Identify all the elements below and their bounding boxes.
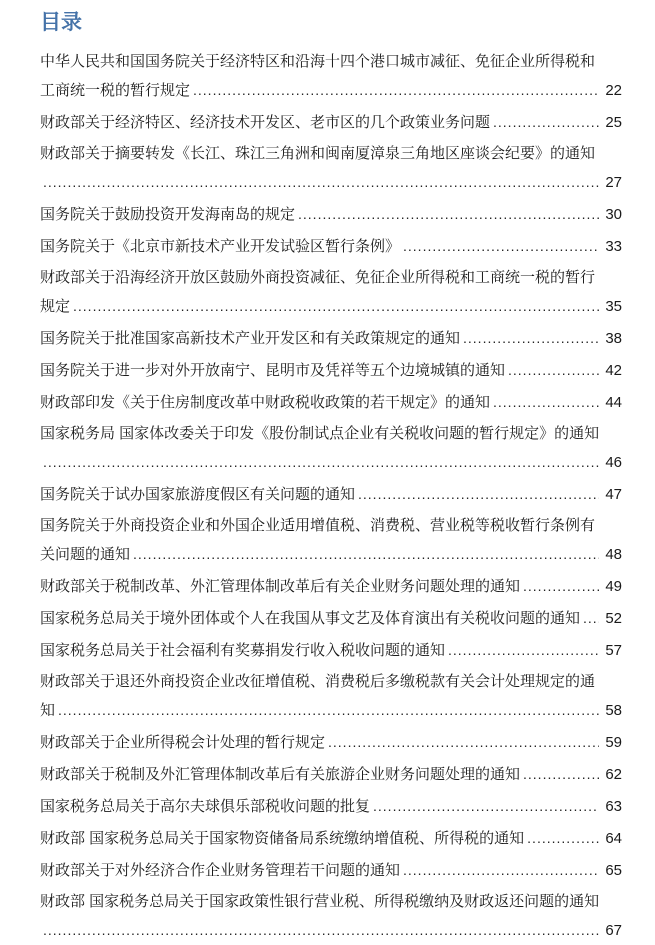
toc-entry-title: 国家税务总局关于高尔夫球俱乐部税收问题的批复 [40,798,371,815]
toc-list [40,48,622,945]
page-number: 67 [605,922,622,939]
toc-entry-lastline [40,480,622,509]
toc-entry-title: 财政部关于对外经济合作企业财务管理若干问题的通知 [40,862,401,879]
page-number: 62 [605,766,622,783]
page-number: 44 [605,394,622,411]
dot-leader [43,916,599,944]
page-number: 63 [605,798,622,815]
toc-entry-title: 国务院关于进一步对外开放南宁、昆明市及凭祥等五个边境城镇的通知 [40,362,506,379]
toc-entry-lastline [40,728,622,757]
page-number: 33 [605,238,622,255]
toc-entry-line: 中华人民共和国国务院关于经济特区和沿海十四个港口城市减征、免征企业所得税和 [40,53,596,70]
toc-entry-lastline [40,108,622,137]
toc-entry[interactable] [40,48,622,105]
dot-leader [133,540,599,568]
toc-entry-title: 财政部关于企业所得税会计处理的暂行规定 [40,734,326,751]
page-number: 58 [605,702,622,719]
toc-entry-lastline [40,324,622,353]
toc-entry-lastline [40,916,622,945]
toc-entry-lastline [40,604,622,633]
toc-entry-lastline [40,232,622,261]
dot-leader [58,696,599,724]
toc-entry-title: 国家税务总局关于境外团体或个人在我国从事文艺及体育演出有关税收问题的通知 [40,610,581,627]
toc-entry-title: 国务院关于《北京市新技术产业开发试验区暂行条例》 [40,238,401,255]
dot-leader [373,792,599,820]
page-number: 22 [605,82,622,99]
toc-entry-title: 关问题的通知 [40,546,131,563]
toc-entry[interactable] [40,668,622,725]
page-number: 47 [605,486,622,503]
toc-entry-line: 财政部 国家税务总局关于国家政策性银行营业税、所得税缴纳及财政返还问题的通知 [40,893,600,910]
toc-entry-lastline [40,168,622,197]
dot-leader [463,324,599,352]
toc-entry-title: 工商统一税的暂行规定 [40,82,191,99]
dot-leader [298,200,599,228]
dot-leader [523,760,599,788]
toc-entry-line: 财政部关于退还外商投资企业改征增值税、消费税后多缴税款有关会计处理规定的通 [40,673,596,690]
dot-leader [508,356,599,384]
page-number: 57 [605,642,622,659]
toc-entry-title: 知 [40,702,56,719]
toc-entry-lastline [40,356,622,385]
toc-entry[interactable] [40,760,622,789]
page-number: 59 [605,734,622,751]
toc-entry-line: 财政部关于沿海经济开放区鼓励外商投资减征、免征企业所得税和工商统一税的暂行 [40,269,596,286]
page-number: 35 [605,298,622,315]
toc-entry-lastline [40,792,622,821]
toc-entry-lastline [40,540,622,569]
toc-entry-lastline [40,200,622,229]
toc-entry-title: 财政部印发《关于住房制度改革中财政税收政策的若干规定》的通知 [40,394,491,411]
dot-leader [43,448,599,476]
page-number: 48 [605,546,622,563]
toc-entry-line: 财政部关于摘要转发《长江、珠江三角洲和闽南厦漳泉三角地区座谈会纪要》的通知 [40,145,596,162]
dot-leader [493,108,599,136]
dot-leader [448,636,599,664]
dot-leader [527,824,599,852]
page-number: 65 [605,862,622,879]
toc-entry[interactable] [40,232,622,261]
toc-entry[interactable] [40,572,622,601]
toc-entry-title: 国务院关于鼓励投资开发海南岛的规定 [40,206,296,223]
dot-leader [493,388,599,416]
dot-leader [328,728,599,756]
page-number: 64 [605,830,622,847]
dot-leader [358,480,599,508]
toc-entry[interactable] [40,264,622,321]
toc-entry-lastline [40,760,622,789]
toc-entry-line: 国务院关于外商投资企业和外国企业适用增值税、消费税、营业税等税收暂行条例有 [40,517,596,534]
toc-entry-title: 财政部 国家税务总局关于国家物资储备局系统缴纳增值税、所得税的通知 [40,830,525,847]
toc-entry-lastline [40,636,622,665]
toc-entry[interactable] [40,356,622,385]
toc-entry-title: 财政部关于税制及外汇管理体制改革后有关旅游企业财务问题处理的通知 [40,766,521,783]
toc-entry-lastline [40,572,622,601]
dot-leader [403,232,599,260]
toc-entry-title: 规定 [40,298,71,315]
toc-entry[interactable] [40,324,622,353]
dot-leader [403,856,599,884]
toc-entry[interactable] [40,824,622,853]
dot-leader [523,572,599,600]
dot-leader [43,168,599,196]
toc-entry[interactable] [40,636,622,665]
toc-entry-line: 国家税务局 国家体改委关于印发《股份制试点企业有关税收问题的暂行规定》的通知 [40,425,600,442]
toc-entry[interactable] [40,792,622,821]
page-number: 25 [605,114,622,131]
toc-entry[interactable] [40,140,622,197]
toc-entry[interactable] [40,512,622,569]
toc-entry-lastline [40,76,622,105]
toc-entry-title: 国务院关于试办国家旅游度假区有关问题的通知 [40,486,356,503]
toc-entry-title: 国家税务总局关于社会福利有奖募捐发行收入税收问题的通知 [40,642,446,659]
toc-entry-title: 财政部关于税制改革、外汇管理体制改革后有关企业财务问题处理的通知 [40,578,521,595]
toc-entry[interactable] [40,420,622,477]
page-number: 38 [605,330,622,347]
toc-entry[interactable] [40,856,622,885]
toc-entry-lastline [40,448,622,477]
page-number: 27 [605,174,622,191]
toc-entry[interactable] [40,200,622,229]
page-number: 52 [605,610,622,627]
dot-leader [73,292,599,320]
page-number: 46 [605,454,622,471]
toc-entry-lastline [40,824,622,853]
dot-leader [583,604,599,632]
toc-heading: 目录 [40,11,82,34]
toc-entry[interactable] [40,604,622,633]
page-number: 42 [605,362,622,379]
page-number: 30 [605,206,622,223]
toc-entry-title: 国务院关于批准国家高新技术产业开发区和有关政策规定的通知 [40,330,461,347]
toc-entry-lastline [40,856,622,885]
page-number: 49 [605,578,622,595]
toc-entry[interactable] [40,480,622,509]
toc-entry-title: 财政部关于经济特区、经济技术开发区、老市区的几个政策业务问题 [40,114,491,131]
toc-entry[interactable] [40,388,622,417]
toc-entry[interactable] [40,108,622,137]
toc-entry[interactable] [40,728,622,757]
toc-entry-lastline [40,292,622,321]
toc-entry-lastline [40,696,622,725]
toc-entry-lastline [40,388,622,417]
dot-leader [193,76,599,104]
